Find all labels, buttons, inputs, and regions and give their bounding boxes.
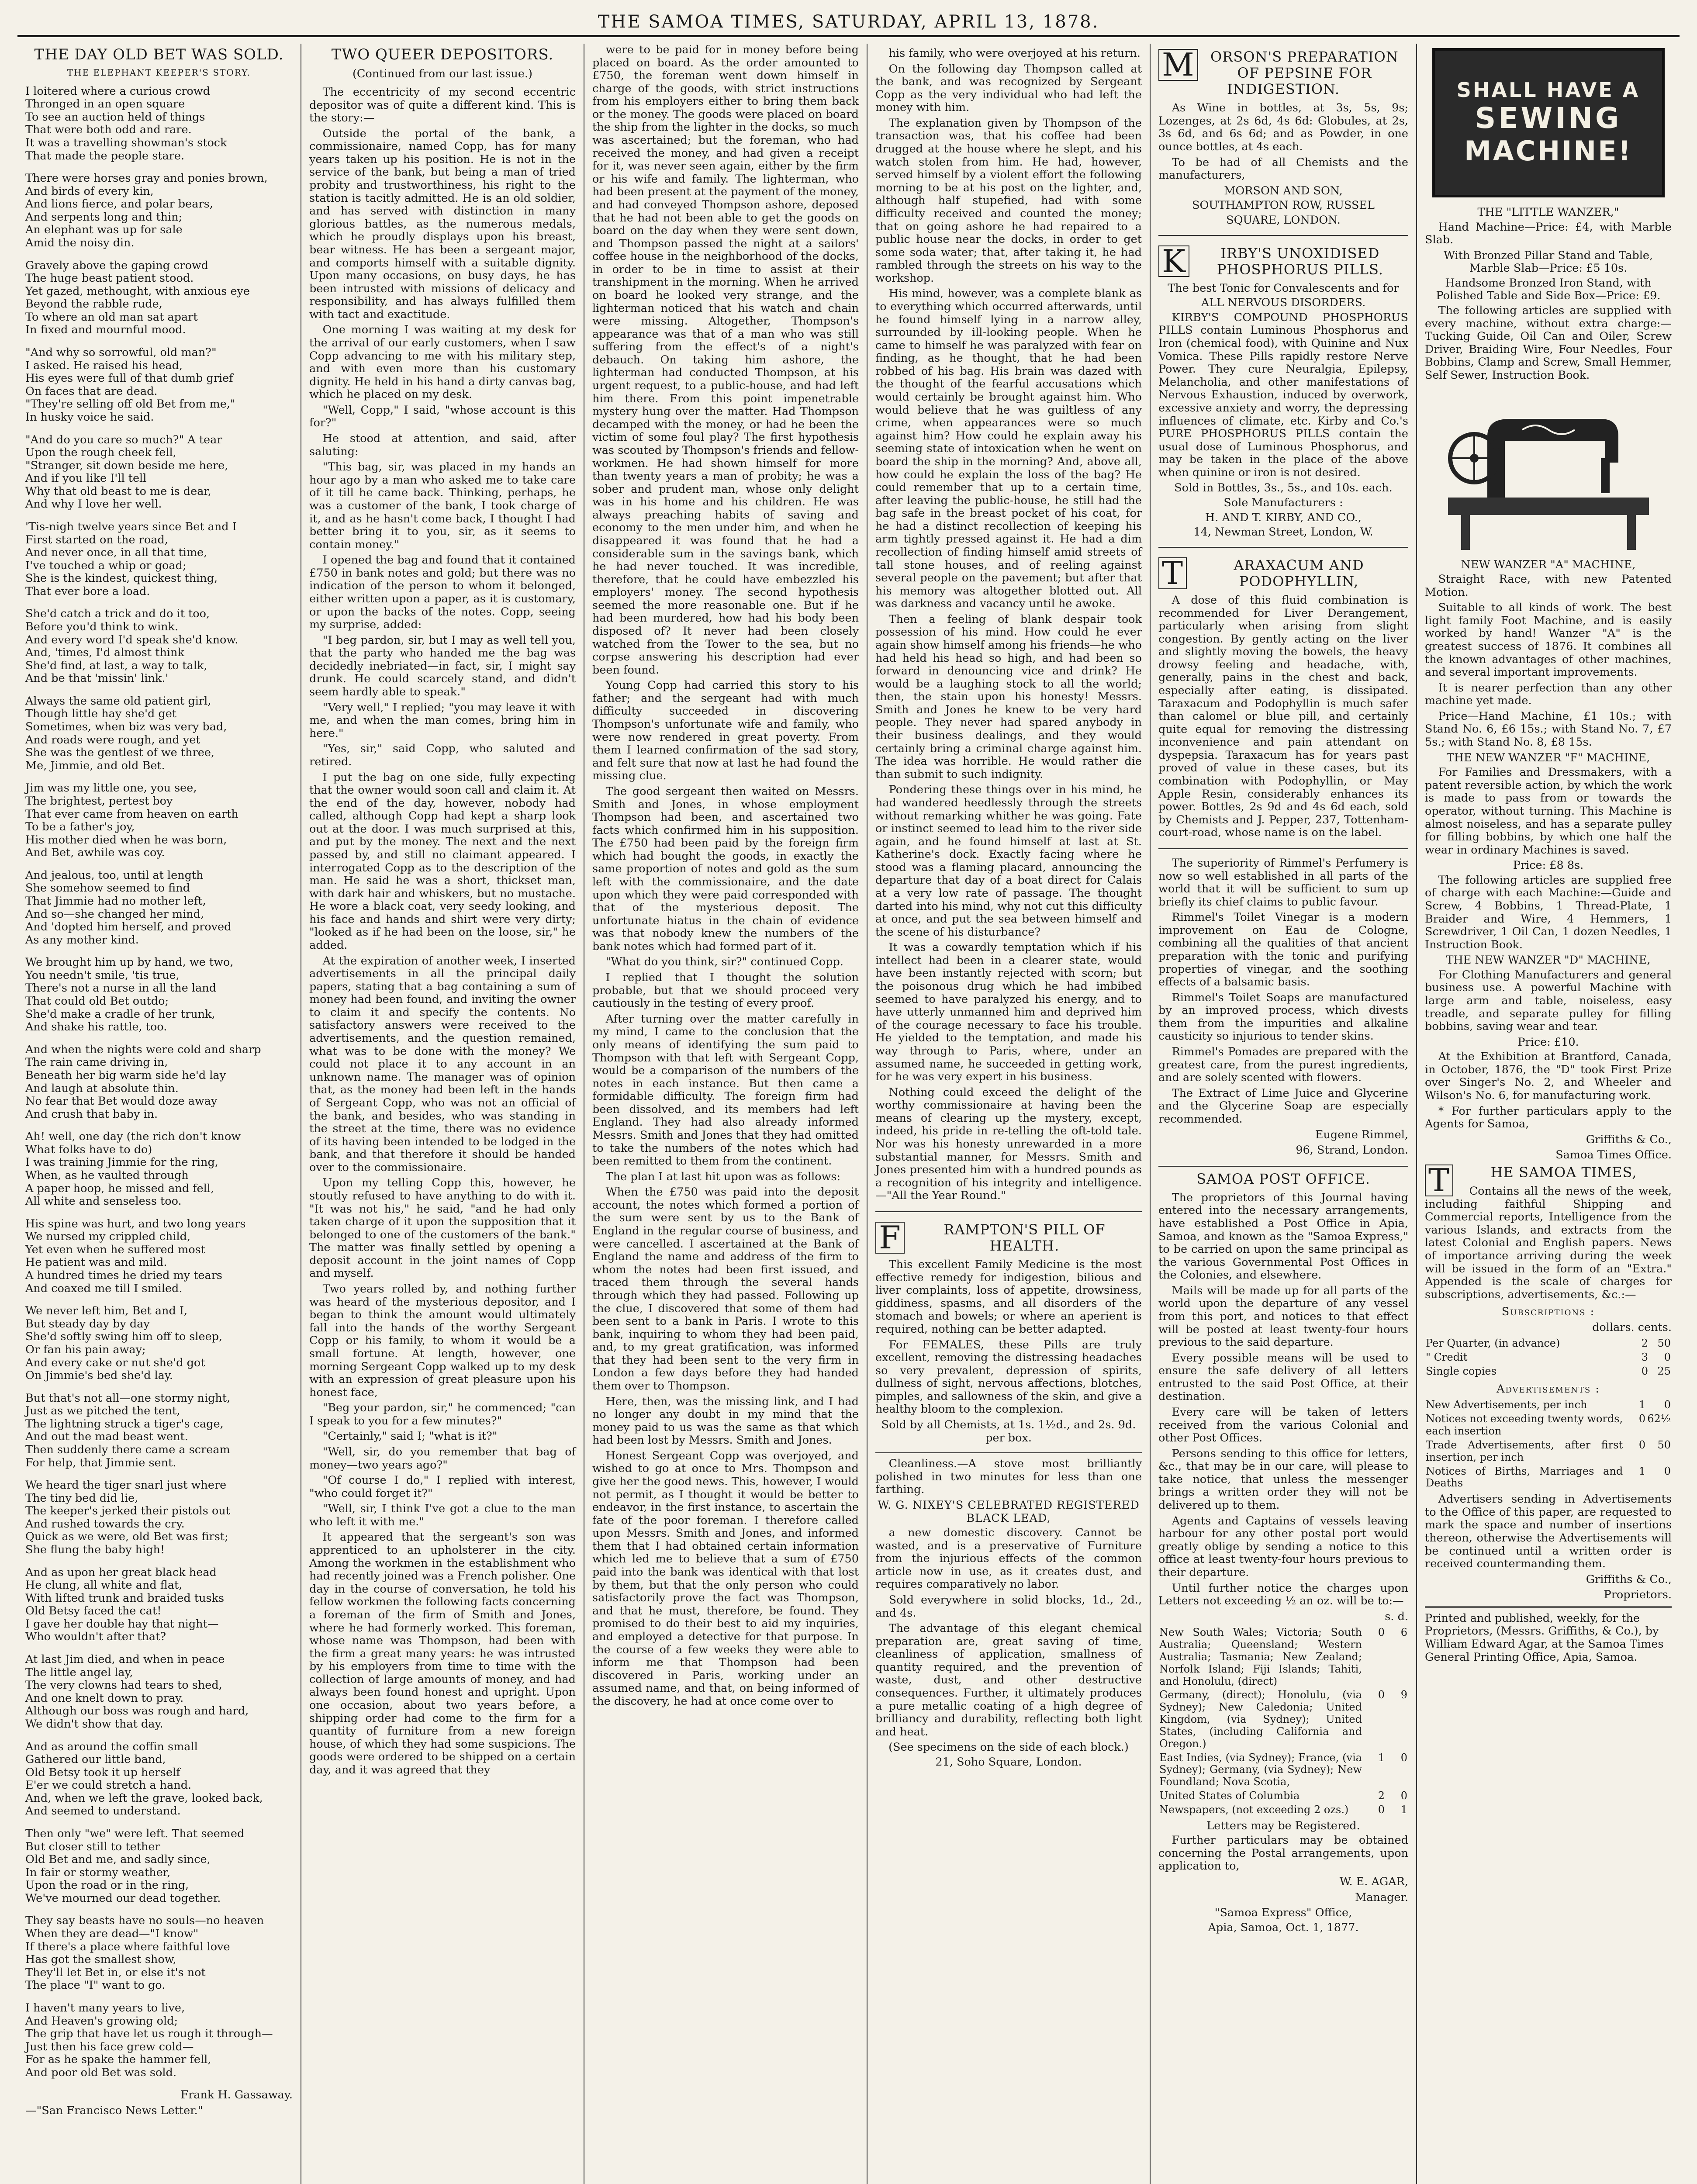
morson-ad [1158, 44, 1408, 236]
rate-label: Germany, (direct); Honolulu, (via Sydney); New Caledonia; United Kingdom, (via Sydney); United States, (including California and Oregon.) [1159, 1689, 1362, 1750]
story-body-part3 [875, 44, 1142, 1212]
post-office-registered: Letters may be Registered. [1206, 1819, 1360, 1832]
paragraph: She'd catch a trick and do it too, Before you'd think to wink. And every word I'd speak she'd know. And, 'times, I'd almost think She'd find, at last, a way to talk, And be that 'missin' link.' [25, 607, 238, 685]
frampton-sold: Sold by all Chemists, at 1s. 1½d., and 2s. 9d. per box. [881, 1418, 1136, 1444]
paragraph: "Of course I do," I replied with interest, "who could forget it?" [309, 1474, 576, 1500]
taraxacum-title: TARAXACUM AND PODOPHYLLIN, [1162, 554, 1364, 591]
rate-value: 1 [1638, 1465, 1646, 1477]
poem-author: Frank H. Gassaway. [180, 2088, 293, 2102]
kirby-ad [1158, 240, 1408, 548]
wanzer-d-price: Price: £10. [1517, 1035, 1579, 1049]
morson-address-1: SOUTHAMPTON ROW, RUSSEL [1192, 199, 1375, 212]
paragraph: And as upon her great black head He clung, all white and flat, With lifted trunk and braided tusks Old Betsy faced the cat! I gave her double hay that night— Who wouldn't after that? [25, 1565, 225, 1644]
post-office-p6: Agents and Captains of vessels leaving harbour for any other postal port would greatly oblige by sending a notice to this office at least twenty-four hours previous to their departure. [1158, 1514, 1408, 1579]
rate-row [1158, 1688, 1408, 1751]
wanzer-d-p1: For Clothing Manufacturers and general business use. A powerful Machine with large arm and table, noiseless, easy treadle, and separate pulley for filling bobbins, saving wear and tear. [1425, 968, 1672, 1033]
paragraph: And when the nights were cold and sharp The rain came driving in, Beneath her big warm side he'd lay And laugh at absolute thin. No fear that Bet would doze away And crush that baby in. [25, 1043, 261, 1121]
rimmel-signature: Eugene Rimmel, [1315, 1128, 1408, 1141]
paragraph: There were horses gray and ponies brown, And birds of every kin, And lions fierce, and polar bears, And serpents long and thin; An elephant was up for sale Amid the noisy din. [25, 172, 268, 249]
rate-row [1425, 1438, 1672, 1465]
samoa-times-title: THE SAMOA TIMES, [1428, 1161, 1637, 1199]
rate-label: East Indies, (via Sydney); France, (via Sydney); Germany, (via Sydney); New Foundland; Nova Scotia, [1159, 1751, 1362, 1788]
paragraph: It was a cowardly temptation which if his intellect had been in a clearer state, would have been instantly rejected with scorn; but the poisonous drug which he had imbibed seemed to have paralyzed his energy, and to have utterly unmanned him and deprived him of the courage necessary to face his trouble. He yielded to the temptation, and made his way through to Paris, where, under an assumed name, he succeeded in getting work, for he was very expert in his business. [875, 941, 1142, 1084]
rate-value: 1 [1400, 1803, 1407, 1816]
story-title: TWO QUEER DEPOSITORS. [331, 46, 554, 63]
taraxacum-ad [1158, 552, 1408, 849]
post-office-signature-title: Manager. [1355, 1890, 1408, 1904]
rate-row [1425, 1365, 1672, 1379]
paragraph: "Well, sir, I think I've got a clue to the man who left it with me." [309, 1502, 576, 1528]
paragraph: I loitered where a curious crowd Thronged in an open square To see an auction held of things That were both odd and rare. It was a travelling showman's stock That made the people stare. [25, 84, 227, 162]
rate-row [1158, 1789, 1408, 1803]
wanzer-f-p1: For Families and Dressmakers, with a patent reversible action, by which the work is made to pass from or towards the operator, without turning. This Machine is almost noiseless, and has a separate pulley for filling bobbins, by which one half the wear in ordinary Machines is saved. [1425, 766, 1672, 857]
paragraph: His spine was hurt, and two long years We nursed my crippled child, Yet even when he suffered most He patient was and mild. A hundred times he dried my tears And coaxed me till I smiled. [25, 1217, 246, 1295]
column-2 [301, 44, 584, 2184]
rate-row [1425, 1465, 1672, 1491]
morson-maker: MORSON AND SON, [1224, 184, 1343, 197]
sewing-machine-illustration [1435, 388, 1662, 554]
masthead-text: THE SAMOA TIMES, SATURDAY, APRIL 13, 1878. [598, 12, 1099, 32]
rate-value: 9 [1400, 1689, 1407, 1701]
rate-value: 0 [1638, 1438, 1646, 1451]
samoa-times-p1: Contains all the news of the week, including faithful Shipping and Commercial reports, Intelligence from the various Islands, and extracts from the latest Colonial and English papers. News of importance arriving during the week will be issued in the form of an "Extra." Appended is the scale of charges for subscriptions, advertisements, &c.:— [1425, 1185, 1672, 1301]
paragraph: Gravely above the gaping crowd The huge beast patient stood. Yet gazed, methought, with anxious eye Beyond the rabble rude, To where an old man sat apart In fixed and mournful mood. [25, 259, 250, 337]
paragraph: were to be paid for in money before being placed on board. As the order amounted to £750, the foreman went down himself in charge of the goods, with strict instructions from his employers either to bring them back or the money. The goods were placed on board the ship from the lighter in the docks, so much was ascertained; but the foreman, who had received the money, and had given a receipt for it, was never seen again, either by the firm or his wife and family. The lighterman, who had been present at the payment of the money, and had conveyed Thompson ashore, deposed that he had not been able to get the goods on board on the day when they were sent down, and Thompson passed the night at a sailors' coffee house in the neighborhood of the docks, in order to be in time to assist at their transhipment in the morning. When he arrived on board he looked very strange, and the lighterman noticed that his watch and chain were missing. Altogether, Thompson's appearance was that of a man who was still suffering from the effect's of a night's debauch. On taking him ashore, the lighterman had conducted Thompson, at his urgent request, to a public-house, and had left him there. From this point impenetrable mystery hung over the matter. Had Thompson decamped with the money, or had he been the victim of some foul play? The first hypothesis was scouted by Thompson's friends and fellow-workmen. He had shown himself for more than twenty years a man of probity; he was a sober and prudent man, whose only delight was in his home and his children. He was always preaching habits of saving and economy to the men under him, and when he disappeared it was found that he had a considerable sum in the savings bank, which he had never touched. It was incredible, therefore, that he could have embezzled his employers' money. The second hypothesis seemed the more reasonable one. But if he had been murdered, how had his body been disposed of? It never had been closely watched from the Tower to the sea, but no corpse answering his description had ever been found. [592, 44, 859, 677]
little-wanzer-p3: Handsome Bronzed Iron Stand, with Polished Table and Side Box—Price: £9. [1436, 276, 1661, 303]
rate-row [1425, 1398, 1672, 1412]
little-wanzer-p4: The following articles are supplied with every machine, without extra charge:—Tucking Guide, Oil Can and Oiler, Screw Driver, Braiding Wire, Four Needles, Four Bobbins, Clamp and Screw, Small Hemmer, Self Sewer, Instruction Book. [1425, 304, 1672, 382]
paragraph: "Well, sir, do you remember that bag of money—two years ago?" [309, 1445, 576, 1472]
wanzer-d-p2: At the Exhibition at Brantford, Canada, in October, 1876, the "D" took First Prize over Singer's No. 2, and Wheeler and Wilson's No. 6, for manufacturing work. [1425, 1050, 1672, 1102]
rate-value: 3 [1641, 1351, 1648, 1364]
rimmel-p1: The superiority of Rimmel's Perfumery is now so well established in all parts of the world that it will be sufficient to sum up briefly its chief claims to public favour. [1158, 856, 1408, 909]
story-body-part1 [309, 86, 576, 1776]
paragraph: When the £750 was paid into the deposit account, the notes which formed a portion of the sum were sent by us to the Bank of England in the regular course of business, and were cancelled. I ascertained at the Bank of England the name and address of the firm to whom the notes had been first issued, and traced them through the several hands through which they had passed. Following up the clue, I discovered that some of them had been sent to a bank in Paris. I wrote to this bank, inquiring to whom they had been paid, and, to my great gratification, was informed that they had been sent to the very firm in London a few days before they had handed them over to Thompson. [592, 1185, 859, 1393]
paragraph: And jealous, too, until at length She somehow seemed to find That Jimmie had no mother left, And so—she changed her mind, And 'dopted him herself, and proved As any mother kind. [25, 868, 232, 947]
rate-label: Trade Advertisements, after first insertion, per inch [1426, 1438, 1623, 1463]
post-office-title: SAMOA POST OFFICE. [1196, 1170, 1370, 1187]
rate-value: 0 [1400, 1790, 1407, 1802]
column-4 [867, 44, 1150, 2184]
rate-label: Single copies [1426, 1365, 1497, 1378]
paragraph: His mind, however, was a complete blank as to everything which occurred afterwards, until he found himself lying in a narrow alley, surrounded by ill-looking people. When he came to himself he was paralyzed with fear on finding, as he thought, that he had been robbed of his bag. His brain was dazed with the thought of the fearful accusations which would certainly be brought against him. Who would believe that he was guiltless of any crime, when appearances were so much against him? How could he explain away his seeming state of intoxication when he went on board the ship in the morning? And, above all, how could he explain the loss of the bag? He could remember that up to a certain time, after leaving the public-house, he still had the bag safe in the breast pocket of his coat, for he had a distinct recollection of keeping his arm tightly pressed against it. He had a dim recollection of finding himself amid streets of tall stone houses, and of reeling against several people on the pavement; but after that his memory was altogether blotted out. All was darkness and vacancy until he awoke. [875, 287, 1142, 611]
paragraph: We heard the tiger snarl just where The tiny bed did lie, The keeper's jerked their pistols out And rushed towards the cry. Quick as we were, old Bet was first; She flung the baby high! [25, 1479, 230, 1557]
wanzer-d-p3: * For further particulars apply to the Agents for Samoa, [1425, 1104, 1672, 1131]
rate-label: New Advertisements, per inch [1426, 1399, 1587, 1411]
little-wanzer-p2: With Bronzed Pillar Stand and Table, Marble Slab—Price: £5 10s. [1443, 249, 1653, 275]
paragraph: "Yes, sir," said Copp, who saluted and retired. [309, 742, 576, 768]
paragraph: Ah! well, one day (the rich don't know What folks have to do) I was training Jimmie for the ring, When, as he vaulted through A paper hoop, he missed and fell, All white and senseless too. [25, 1130, 241, 1208]
paragraph: "What do you think, sir?" continued Copp. [605, 955, 843, 969]
paragraph: The plan I at last hit upon was as follows: [605, 1170, 841, 1183]
rate-value: 1 [1638, 1399, 1646, 1411]
frampton-body-2: For FEMALES, these Pills are truly excellent, removing the distressing headaches so very prevalent, depression of spirits, dullness of sight, nervous affections, blotches, pimples, and sallowness of the skin, and give a healthy bloom to the complexion. [875, 1338, 1142, 1416]
poem-subtitle: THE ELEPHANT KEEPER'S STORY. [67, 67, 251, 78]
rate-value: 2 [1378, 1790, 1385, 1802]
rate-value: 0 [1641, 1365, 1648, 1378]
post-office-p1: The proprietors of this Journal having entered into the necessary arrangements, have established a Post Office in Apia, Samoa, and known as the "Samoa Express," to be carried on upon the same principal as the various Governmental Post Offices in the Colonies, and elsewhere. [1158, 1191, 1408, 1282]
nixey-body-3: The advantage of this elegant chemical preparation are, great saving of time, cleanliness of application, smallness of quantity required, and the prevention of waste, dust, and other destructive consequences. Further, it ultimately produces a pure metallic coating of a high degree of brilliancy and durability, reflecting both light and heat. [875, 1622, 1142, 1738]
rate-label: Notices of Births, Marriages and Deaths [1426, 1465, 1623, 1489]
paragraph: The eccentricity of my second eccentric depositor was of quite a different kind. This is the story:— [309, 86, 576, 125]
kirby-lead: The best Tonic for Convalescents and for [1168, 281, 1399, 295]
rate-row [1158, 1751, 1408, 1789]
subscriptions-columns: dollars. cents. [1592, 1320, 1672, 1334]
paragraph: "Well, Copp," I said, "whose account is this for?" [309, 403, 576, 430]
paragraph: Two years rolled by, and nothing further was heard of the mysterious depositor, and I began to think the amount would ultimately fall into the hands of the worthy Sergeant Copp or his family, to whom it would be a small fortune. At length, however, one morning Sergeant Copp walked up to my desk with an expression of great pleasure upon his honest face, [309, 1282, 576, 1399]
rate-label: Per Quarter, (in advance) [1426, 1337, 1560, 1350]
paragraph: I opened the bag and found that it contained £750 in bank notes and gold; but there was no indication of the person to whom it belonged, either written upon a paper, as it is customary, or upon the backs of the notes. Copp, seeing my surprise, added: [309, 553, 576, 632]
paragraph: Then a feeling of blank despair took possession of his mind. How could he ever again show himself among his friends—he who had held his head so high, and had been so forward in denouncing vice and drink? He would be a laughing stock to all the world; then, the stain upon his honesty! Messrs. Smith and Jones he knew to be very hard people. They never had spared anybody in their business dealings, and they would certainly bring a criminal charge against him. The idea was horrible. He would rather die than submit to such indignity. [875, 612, 1142, 781]
samoa-times-p2: Advertisers sending in Advertisements to the Office of this paper, are requested to mark the space and number of insertions thereon, otherwise the Advertisements will be continued until a written order is received countermanding them. [1425, 1493, 1672, 1571]
rate-row [1425, 1351, 1672, 1365]
nixey-title: W. G. NIXEY'S CELEBRATED REGISTERED BLACK LEAD, [878, 1498, 1140, 1525]
paragraph: They say beasts have no souls—no heaven When they are dead—"I know" If there's a place where faithful love Has got the smallest show, They'll let Bet in, or else it's not The place "I" want to go. [25, 1914, 264, 1992]
kirby-title: KIRBY'S UNOXIDISED PHOSPHORUS PILLS. [1162, 242, 1383, 280]
samoa-times-signature: Griffiths & Co., [1586, 1572, 1672, 1586]
rate-label: United States of Columbia [1159, 1790, 1300, 1802]
paragraph: On the following day Thompson called at the bank, and was recognized by Sergeant Copp as the very individual who had left the money with him. [875, 62, 1142, 114]
rate-value: 0 [1638, 1413, 1646, 1425]
kirby-sold: Sold in Bottles, 3s., 5s., and 10s. each. [1174, 481, 1393, 495]
paragraph: It appeared that the sergeant's son was apprenticed to an upholsterer in the city. Among the workmen in the establishment who had recently joined was a French polisher. One day in the course of conversation, he told his fellow workmen the following facts concerning a foreman of the firm of Smith and Jones, where he had formerly worked. This foreman, whose name was Thompson, had been with the firm a great many years: he was intrusted by his employers from time to time with the collection of large amounts of money, and had always been found honest and upright. Upon one occasion, about two years before, a shipping order had come to the firm for a quantity of furniture from a new foreign house, of which they had some suspicions. The goods were ordered to be shipped on a certain day, and it was agreed that they [309, 1531, 576, 1776]
paragraph: And as around the coffin small Gathered our little band, Old Betsy took it up herself E'er we could stretch a hand. And, when we left the grave, looked back, And seemed to understand. [25, 1740, 263, 1818]
paragraph: "I beg pardon, sir, but I may as well tell you, that the party who handed me the bag was decidedly inebriated—in fact, sir, I might say drunk. He could scarcely stand, and didn't seem hardly able to speak." [309, 633, 576, 699]
rate-label: Notices not exceeding twenty words, each insertion [1426, 1413, 1623, 1438]
wanzer-f-title: THE NEW WANZER "F" MACHINE, [1446, 751, 1650, 764]
rates-header: s. d. [1385, 1610, 1408, 1623]
rate-value: 62½ [1647, 1413, 1671, 1425]
post-office-p5: Persons sending to this office for letters, &c., that may be in our care, will please to take notice, that unless the messenger brings a written order they will not be delivered up to them. [1158, 1447, 1408, 1512]
paragraph: Then only "we" were left. That seemed But closer still to tether Old Bet and me, and sadly since, In fair or stormy weather, Upon the road or in the ring, We've mourned our dead together. [25, 1827, 245, 1905]
paragraph: He stood at attention, and said, after saluting: [309, 432, 576, 458]
rate-value: 0 [1400, 1751, 1407, 1764]
story-body-part2 [592, 44, 859, 1708]
rate-value: 0 [1664, 1465, 1671, 1477]
post-office-ad [1158, 1171, 1408, 1935]
rimmel-p2: Rimmel's Toilet Vinegar is a modern improvement on Eau de Cologne, combining all the qualities of that ancient preparation with the tonic and purifying properties of vinegar, and the soothing effects of a balsamic basis. [1158, 911, 1408, 989]
paragraph: I haven't many years to live, And Heaven's growing old; The grip that have let us rough it through— Just then his face grew cold— For as he spake the hammer fell, And poor old Bet was sold. [25, 2001, 273, 2079]
paragraph: "Beg your pardon, sir," he commenced; "can I speak to you for a few minutes?" [309, 1401, 576, 1427]
rate-value: 0 [1664, 1399, 1671, 1411]
kirby-body: KIRBY'S COMPOUND PHOSPHORUS PILLS contain Luminous Phosphorus and Iron (chemical food), with Quinine and Nux Vomica. These Pills rapidly restore Nerve Power. They cure Neuralgia, Epilepsy, Melancholia, and other manifestations of Nervous Exhaustion, induced by overwork, excessive anxiety and worry, the depressing influences of climate, etc. Kirby and Co.'s PURE PHOSPHORUS PILLS contain the usual dose of Luminous Phosphorus, and may be taken in the place of the above when quinine or iron is not desired. [1158, 311, 1408, 479]
paragraph: But that's not all—one stormy night, Just as we pitched the tent, The lightning struck a tiger's cage, And out the mad beast went. Then suddenly there came a scream For help, that Jimmie sent. [25, 1391, 231, 1469]
rate-label: " Credit [1426, 1351, 1468, 1364]
rate-value: 50 [1657, 1337, 1671, 1350]
rate-row [1158, 1803, 1408, 1817]
rate-value: 6 [1400, 1626, 1407, 1639]
paragraph: "And do you care so much?" A tear Upon the rough cheek fell, "Stranger, sit down beside me here, And if you like I'll tell Why that old beast to me is dear, And why I love her well. [25, 433, 228, 511]
nixey-ad [875, 1458, 1142, 1769]
morson-title: MORSON'S PREPARATION OF PEPSINE FOR INDIGESTION. [1162, 46, 1399, 98]
morson-body-2: To be had of all Chemists and the manufacturers, [1158, 156, 1408, 182]
advertisements-heading: Advertisements : [1497, 1382, 1600, 1396]
rimmel-address: 96, Strand, London. [1296, 1144, 1408, 1157]
paragraph: "Certainly," said I; "what is it?" [322, 1430, 498, 1443]
paragraph: Here, then, was the missing link, and I had no longer any doubt in my mind that the money paid to us was the same as that which had been lost by Messrs. Smith and Jones. [592, 1395, 859, 1447]
wanzer-f-price: Price: £8 8s. [1513, 859, 1584, 872]
paragraph: 'Tis-nigh twelve years since Bet and I First started on the road, And never once, in all that time, I've touched a whip or goad; She is the kindest, quickest thing, That ever bore a load. [25, 520, 237, 598]
sewing-machine-logo [1432, 48, 1665, 197]
story-continued-note: (Continued from our last issue.) [352, 67, 533, 81]
kirby-manufacturers: H. AND T. KIRBY, AND CO., [1205, 511, 1362, 524]
postage-rates-table [1158, 1626, 1408, 1817]
paragraph: "And why so sorrowful, old man?" I asked. He raised his head, His eyes were full of that dumb grief On faces that are dead. "They're selling off old Bet from me," In husky voice he said. [25, 346, 235, 424]
rate-row [1158, 1626, 1408, 1688]
paragraph: Honest Sergeant Copp was overjoyed, and wished to go at once to Mrs. Thompson and give her the good news. This, however, I would not permit, as I thought it would be better to endeavor, in the first instance, to ascertain the fate of the poor foreman. I therefore called upon Messrs. Smith and Jones, and informed them that I had obtained certain information which led me to believe that a sum of £750 paid into the bank was identical with that lost by them, but that the only person who could satisfactorily prove the fact was Thompson, and that he must, therefore, be found. They promised to do their best to aid my inquiries, and employed a detective for that purpose. In the course of a few weeks they were able to inform me that Thompson had been discovered in Paris, working under an assumed name, and that, on being informed of the discovery, he had at once come over to [592, 1449, 859, 1708]
rate-value: 0 [1378, 1689, 1385, 1701]
rate-value: 25 [1657, 1365, 1671, 1378]
frampton-body: This excellent Family Medicine is the most effective remedy for indigestion, bilious and liver complaints, loss of appetite, drowsiness, giddiness, spasms, and all disorders of the stomach and bowels; or where an aperient is required, nothing can be better adapted. [875, 1258, 1142, 1336]
rate-value: 0 [1664, 1351, 1671, 1364]
rimmel-p5: The Extract of Lime Juice and Glycerine and the Glycerine Soap are especially recommended. [1158, 1086, 1408, 1126]
rate-row [1425, 1337, 1672, 1351]
paragraph: Always the same old patient girl, Though little hay she'd get Sometimes, when biz was very bad, And roads were rough, and yet She was the gentlest of we three, Me, Jimmie, and old Bet. [25, 694, 227, 772]
wanzer-agent-office: Samoa Times Office. [1555, 1148, 1672, 1162]
post-office-p2: Mails will be made up for all parts of the world upon the departure of any vessel from this port, and notices to that effect will be posted at least twenty-four hours previous to the said departure. [1158, 1284, 1408, 1349]
paragraph: At last Jim died, and when in peace The little angel lay, The very clowns had tears to shed, And one knelt down to pray. Although our boss was rough and hard, We didn't show that day. [25, 1653, 249, 1731]
printer-imprint: Printed and published, weekly, for the Proprietors, (Messrs. Griffiths, & Co.), by William Edward Agar, at the Samoa Times General Printing Office, Apia, Samoa. [1425, 1606, 1672, 1664]
post-office-signature-address-1: "Samoa Express" Office, [1214, 1906, 1352, 1920]
nixey-body: a new domestic discovery. Cannot be wasted, and is a preservative of Furniture from the injurious effects of the common article now in use, as it creates dust, and requires comparatively no labor. [875, 1526, 1142, 1591]
post-office-p3: Every possible means will be used to ensure the safe delivery of all letters entrusted to the said Post Office, at their destination. [1158, 1351, 1408, 1403]
nixey-address: 21, Soho Square, London. [935, 1755, 1082, 1769]
column-5 [1150, 44, 1416, 2184]
paragraph: Young Copp had carried this story to his father; and the sergeant had with much difficulty succeeded in discovering Thompson's unfortunate wife and family, who were now rendered in great poverty. From them I learned confirmation of the sad story, and felt sure that now at last he had found the missing clue. [592, 679, 859, 783]
logo-line-2: SEWING [1475, 101, 1622, 135]
paragraph: The good sergeant then waited on Messrs. Smith and Jones, in whose employment Thompson had been, and ascertained two facts which confirmed him in his supposition. The £750 had been paid by the foreign firm which had bought the goods, in exactly the same proportion of notes and gold as the sum left with the commissionaire, and the date upon which they were paid corresponded with that of the mysterious deposit. The unfortunate hiatus in the chain of evidence was that nobody knew the numbers of the bank notes which had formed part of it. [592, 784, 859, 953]
post-office-p4: Every care will be taken of letters received from the various Colonial and other Post Offices. [1158, 1406, 1408, 1445]
rimmel-p4: Rimmel's Pomades are prepared with the greatest care, from the purest ingredients, and are solely scented with flowers. [1158, 1045, 1408, 1085]
frampton-title: FRAMPTON'S PILL OF HEALTH. [879, 1219, 1106, 1256]
paragraph: At the expiration of another week, I inserted advertisements in all the principal daily papers, stating that a bag containing a sum of money had been found, and inviting the owner to claim it and specify the contents. No satisfactory answers were received to the advertisements, and the question remained, what was to be done with the money? We could not place it to any account in an unknown name. The manager was of opinion that, as the money had been left in the hands of Sergeant Copp, who was not an official of the bank, and besides, who was standing in the street at the time, there was no evidence of its having been intended to be lodged in the bank, and that therefore it should be handed over to the commissionaire. [309, 954, 576, 1174]
rimmel-p3: Rimmel's Toilet Soaps are manufactured by an improved process, which divests them from the impurities and alkaline causticity so injurious to tender skins. [1158, 991, 1408, 1043]
nixey-body-2: Sold everywhere in solid blocks, 1d., 2d., and 4s. [875, 1593, 1142, 1620]
post-office-signature-address-2: Apia, Samoa, Oct. 1, 1877. [1208, 1921, 1359, 1934]
little-wanzer-title: THE "LITTLE WANZER," [1477, 206, 1619, 219]
rate-label: Newspapers, (not exceeding 2 ozs.) [1159, 1803, 1349, 1816]
paragraph: We brought him up by hand, we two, You needn't smile, 'tis true, There's not a nurse in all the land That could old Bet outdo; She'd make a cradle of her trunk, And shake his rattle, too. [25, 956, 234, 1034]
paragraph: "This bag, sir, was placed in my hands an hour ago by a man who asked me to take care of it till he came back. Thinking, perhaps, he was a customer of the bank, I took charge of it, and as he hasn't come back, I thought I had better bring it to you, sir, as it seems to contain money." [309, 460, 576, 551]
subscriptions-table [1425, 1337, 1672, 1378]
poem-source: —"San Francisco News Letter." [25, 2104, 203, 2117]
wanzer-a-price: Price—Hand Machine, £1 10s.; with Stand No. 6, £6 15s.; with Stand No. 7, £7 5s.; with Stand No. 8, £8 15s. [1425, 709, 1672, 749]
morson-body: As Wine in bottles, at 3s, 5s, 9s; Lozenges, at 2s 6d, 4s 6d: Globules, at 2s, 3s 6d, and 6s 6d; and as Powder, in one ounce bottles, at 4s each. [1158, 101, 1408, 154]
advertisements-table [1425, 1398, 1672, 1490]
paragraph: The explanation given by Thompson of the transaction was, that his coffee had been drugged at the house where he slept, and his watch stolen from him. He had, however, served himself by a violent effort the following morning to be at his post on the lighter, and, although half stupefied, had with some difficulty received and counted the money; that on going ashore he had repaired to a public house near the docks, in order to get some soda water; that, after taking it, he had rambled through the streets on his way to the workshop. [875, 116, 1142, 285]
paragraph: We never left him, Bet and I, But steady day by day She'd softly swing him off to sleep, Or fan his pain away; And every cake or nut she'd got On Jimmie's bed she'd lay. [25, 1304, 223, 1382]
paragraph: Nothing could exceed the delight of the worthy commissionaire at having been the means of clearing up the mystery, except, indeed, his pride in re-telling the oft-told tale. Nor was his honesty unrewarded in a more substantial manner, for Messrs. Smith and Jones presented him with a hundred pounds as a recognition of his integrity and intelligence.—"All the Year Round." [875, 1085, 1142, 1203]
paragraph: Upon my telling Copp this, however, he stoutly refused to have anything to do with it. "It was not his," he said, "and he had only taken charge of it upon the supposition that it belonged to one of the customers of the bank." The matter was finally settled by opening a deposit account in the joint names of Copp and myself. [309, 1176, 576, 1280]
subscriptions-heading: Subscriptions : [1501, 1305, 1595, 1319]
nixey-specimen-note: (See specimens on the side of each block.) [888, 1741, 1129, 1754]
poem-body [25, 85, 293, 2080]
wanzer-f-p2: The following articles are supplied free of charge with each Machine:—Guide and Screw, 4 Bobbins, 1 Thread-Plate, 1 Braider and Wire, 4 Hemmers, 1 Screwdriver, 1 Oil Can, 1 dozen Needles, 1 Instruction Book. [1425, 873, 1672, 951]
taraxacum-body: A dose of this fluid combination is recommended for Liver Derangement, particularly when arising from slight congestion. By gently acting on the liver and slightly moving the bowels, the heavy drowsy feeling and headache, with, generally, pains in the chest and back, especially after eating, is dissipated. Taraxacum and Podophyllin is much safer than calomel or blue pill, and certainly quite equal for removing the distressing inconvenience and pain attendant on dyspepsia. Taraxacum has for years past proved of value in these cases, but its combination with Podophyllin, or May Apple Resin, considerably enhances its power. Bottles, 2s 9d and 4s 6d each, sold by Chemists and J. Pepper, 237, Tottenham-court-road, whose name is on the label. [1158, 593, 1408, 840]
wanzer-a-p3: It is nearer perfection than any other machine yet made. [1425, 681, 1672, 708]
paragraph: One morning I was waiting at my desk for the arrival of our early customers, when I saw Copp advancing to me with his military step, and with even more than his customary dignity. He held in his hand a dirty canvas bag, which he placed on my desk. [309, 323, 576, 401]
kirby-lead-2: ALL NERVOUS DISORDERS. [1201, 296, 1366, 310]
paragraph: "Very well," I replied; "you may leave it with me, and when the man comes, bring him in here." [309, 701, 576, 740]
paragraph: Outside the portal of the bank, a commissionaire, named Copp, has for many years taken up his position. He is not in the service of the bank, but being a man of tried probity and trustworthiness, his right to the station is tacitly admitted. He is an old soldier, and has served with distinction in many glorious battles, as the numerous medals, which he proudly displays upon his breast, bear witness. He has been a sergeant major, and comports himself with a suitable dignity. Upon many occasions, on busy days, he has been intrusted with missions of delicacy and responsibility, and has always fulfilled them with tact and exactitude. [309, 127, 576, 321]
paragraph: Jim was my little one, you see, The brightest, pertest boy That ever came from heaven on earth To be a father's joy, His mother died when he was born, And Bet, awhile was coy. [25, 781, 238, 860]
kirby-manufacturers-label: Sole Manufacturers : [1223, 496, 1343, 509]
paragraph: I put the bag on one side, fully expecting that the owner would soon call and claim it. At the end of the day, however, nobody had called, although Copp had kept a sharp look out at the door. I was much surprised at this, and put by the money. The next and the next passed by, and still no claimant appeared. I interrogated Copp as to the description of the man. He said he was a short, thickset man, with dark hair and whiskers, but no mustache. He wore a black coat, very seedy looking, and his face and hands and shirt were very dirty; "looked as if he had been on the loose, sir," he added. [309, 771, 576, 952]
rate-value: 1 [1378, 1751, 1385, 1764]
logo-line-1: SHALL HAVE A [1456, 78, 1640, 102]
wanzer-a-title: NEW WANZER "A" MACHINE, [1461, 558, 1636, 571]
paragraph: his family, who were overjoyed at his return. [888, 47, 1141, 60]
little-wanzer-p1: Hand Machine—Price: £4, with Marble Slab. [1425, 220, 1672, 247]
post-office-p8: Further particulars may be obtained concerning the Postal arrangements, upon application to, [1158, 1834, 1408, 1873]
column-3 [584, 44, 867, 2184]
morson-address-2: SQUARE, LONDON. [1226, 213, 1341, 227]
wanzer-d-title: THE NEW WANZER "D" MACHINE, [1446, 954, 1651, 967]
frampton-ad [875, 1216, 1142, 1453]
wanzer-agent-signature: Griffiths & Co., [1586, 1133, 1672, 1146]
column-6 [1416, 44, 1680, 2184]
nixey-lead: Cleanliness.—A stove most brilliantly polished in two minutes for less than one farthing. [875, 1457, 1142, 1496]
paragraph: After turning over the matter carefully in my mind, I came to the conclusion that the only means of identifying the sum paid to Thompson with that left with Sergeant Copp, would be a comparison of the numbers of the notes in each instance. But then came a formidable difficulty. The foreign firm had been dissolved, and its members had left England. They had also already informed Messrs. Smith and Jones that they had omitted to take the numbers of the notes which had been remitted to them from the continent. [592, 1012, 859, 1168]
logo-line-3: MACHINE! [1464, 135, 1632, 167]
kirby-address: 14, Newman Street, London, W. [1193, 525, 1373, 539]
wanzer-a-p2: Suitable to all kinds of work. The best light family Foot Machine, and is easily worked by hand! Wanzer "A" is the greatest success of 1876. It combines all the known advantages of other machines, and several important improvements. [1425, 601, 1672, 679]
paragraph: I replied that I thought the solution probable, but that we should proceed very cautiously in the testing of every proof. [592, 971, 859, 1010]
samoa-times-signature-title: Proprietors. [1604, 1588, 1672, 1602]
rate-value: 50 [1657, 1438, 1671, 1451]
rate-row [1425, 1412, 1672, 1438]
post-office-signature: W. E. AGAR, [1339, 1875, 1408, 1888]
rimmel-ad [1158, 854, 1408, 1167]
masthead [17, 9, 1680, 37]
column-1 [17, 44, 301, 2184]
poem-title: THE DAY OLD BET WAS SOLD. [34, 46, 284, 63]
paragraph: Pondering these things over in his mind, he had wandered heedlessly through the streets without remarking whither he was going. Fate or instinct seemed to lead him to the river side again, and he found himself at last at St. Katherine's dock. Exactly facing where he stood was a flaming placard, announcing the departure that day of a boat direct for Calais at a very low rate of passage. The thought darted into his mind, why not cut this difficulty at once, and put the sea between himself and the scene of his disturbance? [875, 783, 1142, 939]
rate-value: 0 [1378, 1626, 1385, 1639]
wanzer-a-p1: Straight Race, with new Patented Motion. [1425, 573, 1672, 599]
rate-label: New South Wales; Victoria; South Australia; Queensland; Western Australia; Tasmania; New Zealand; Norfolk Island; Fiji Islands; Tahiti, and Honolulu, (direct) [1159, 1626, 1362, 1687]
rate-value: 2 [1641, 1337, 1648, 1350]
post-office-p7: Until further notice the charges upon Letters not exceeding ½ an oz. will be to:— [1158, 1581, 1408, 1608]
rate-value: 0 [1378, 1803, 1385, 1816]
